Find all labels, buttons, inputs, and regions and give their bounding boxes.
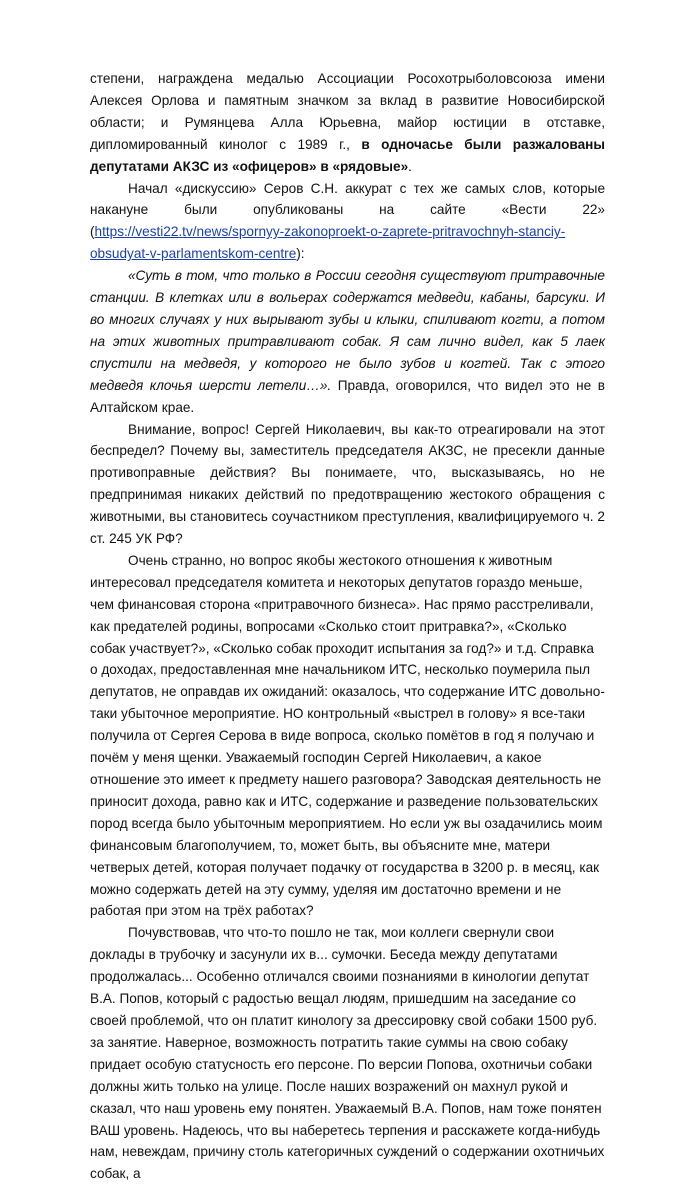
vesti22-link[interactable]: https://vesti22.tv/news/spornyy-zakonoproekt-o-zaprete-pritravochnyh-stanciy-obsudyat-v-parlamentskom-centre [90, 224, 566, 262]
paragraph-1-end: . [408, 158, 412, 174]
paragraph-1-bold: в одночасье были разжалованы депутатами АКЗС из «офицеров» в «рядовые» [90, 136, 605, 174]
paragraph-5: Очень странно, но вопрос якобы жестокого отношения к животным интересовал председателя комитета и некоторых депутатов гораздо меньше, чем финансовая сторона «притравочного бизнеса». Нас прямо расстреливали, как предателей родины, вопросами «Сколько стоит притравка?», «Сколько собак участвует?», «Сколько собак проходит испытания за год?» и т.д. Справка о доходах, предоставленная мне начальником ИТС, несколько поумерила пыл депутатов, не оправдав их ожиданий: оказалось, что содержание ИТС довольно-таки убыточное мероприятие. НО контрольный «выстрел в голову» я все-таки получила от Сергея Серова в виде вопроса, сколько помётов в год я получаю и почём у меня щенки. Уважаемый господин Сергей Николаевич, а какое отношение это имеет к предмету нашего разговора? Заводская деятельность не приносит дохода, равно как и ИТС, содержание и разведение пользовательских пород всегда было убыточным мероприятием. Но если уж вы озадачились моим финансовым благополучием, то, может быть, вы объясните мне, матери четверых детей, которая получает подачку от государства в 3200 р. в месяц, как можно содержать детей на эту сумму, уделяя им достаточно времени и не работая при этом на трёх работах? [90, 552, 605, 919]
paragraph-1 [90, 68, 605, 178]
paragraph-2-text: Начал «дискуссию» Серов С.Н. аккурат с тех же самых слов, которые накануне были опубликованы на сайте «Вести 22» ( [90, 180, 605, 240]
paragraph-6: Почувствовав, что что-то пошло не так, мои коллеги свернули свои доклады в трубочку и засунули их в... сумочки. Беседа между депутатами продолжалась... Особенно отличался своими познаниями в кинологии депутат В.А. Попов, который с радостью вещал людям, пришедшим на заседание со своей проблемой, что он платит кинологу за дрессировку свой собаки 1500 руб. за занятие. Наверное, возможность потратить такие суммы на свою собаку придает особую статусность его персоне. По версии Попова, охотничьи собаки должны жить только на улице. После наших возражений он махнул рукой и сказал, что наш уровень ему понятен. Уважаемый В.А. Попов, нам тоже понятен ВАШ уровень. Надеюсь, что вы наберетесь терпения и расскажете когда-нибудь нам, невеждам, причину столь категоричных суждений о содержании охотничьих собак, а [90, 925, 605, 1182]
paragraph-2-end: ): [296, 246, 305, 262]
paragraph-4: Внимание, вопрос! Сергей Николаевич, вы как-то отреагировали на этот беспредел? Почему вы, заместитель председателя АКЗС, не пресекли данные противоправные действия? Вы понимаете, что, высказываясь, но не предпринимая никаких действий по предотвращению жестокого обращения с животными, вы становитесь соучастником преступления, квалифицируемого ч. 2 ст. 245 УК РФ? [90, 421, 605, 547]
quote-remark: Правда, оговорился, что видел это не в Алтайском крае. [90, 377, 605, 415]
paragraph-3-quote [90, 265, 605, 418]
quote-text: «Суть в том, что только в России сегодня существуют притравочные станции. В клетках или в вольерах содержатся медведи, кабаны, барсуки. И во многих случаях у них вырывают зубы и клыки, спиливают когти, а потом на этих животных притравливают собак. Я сам лично видел, как 5 лаек спустили на медведя, у которого не было зубов и когтей. Так с этого медведя клочья шерсти летели…». [90, 268, 605, 393]
document-body [90, 68, 605, 1185]
paragraph-2 [90, 178, 605, 266]
paragraph-1-text: степени, награждена медалью Ассоциации Росохотрыболовсоюза имени Алексея Орлова и памятным значком за вклад в развитие Новосибирской области; и Румянцева Алла Юрьевна, майор юстиции в отставке, дипломированный кинолог с 1989 г., [90, 71, 605, 152]
